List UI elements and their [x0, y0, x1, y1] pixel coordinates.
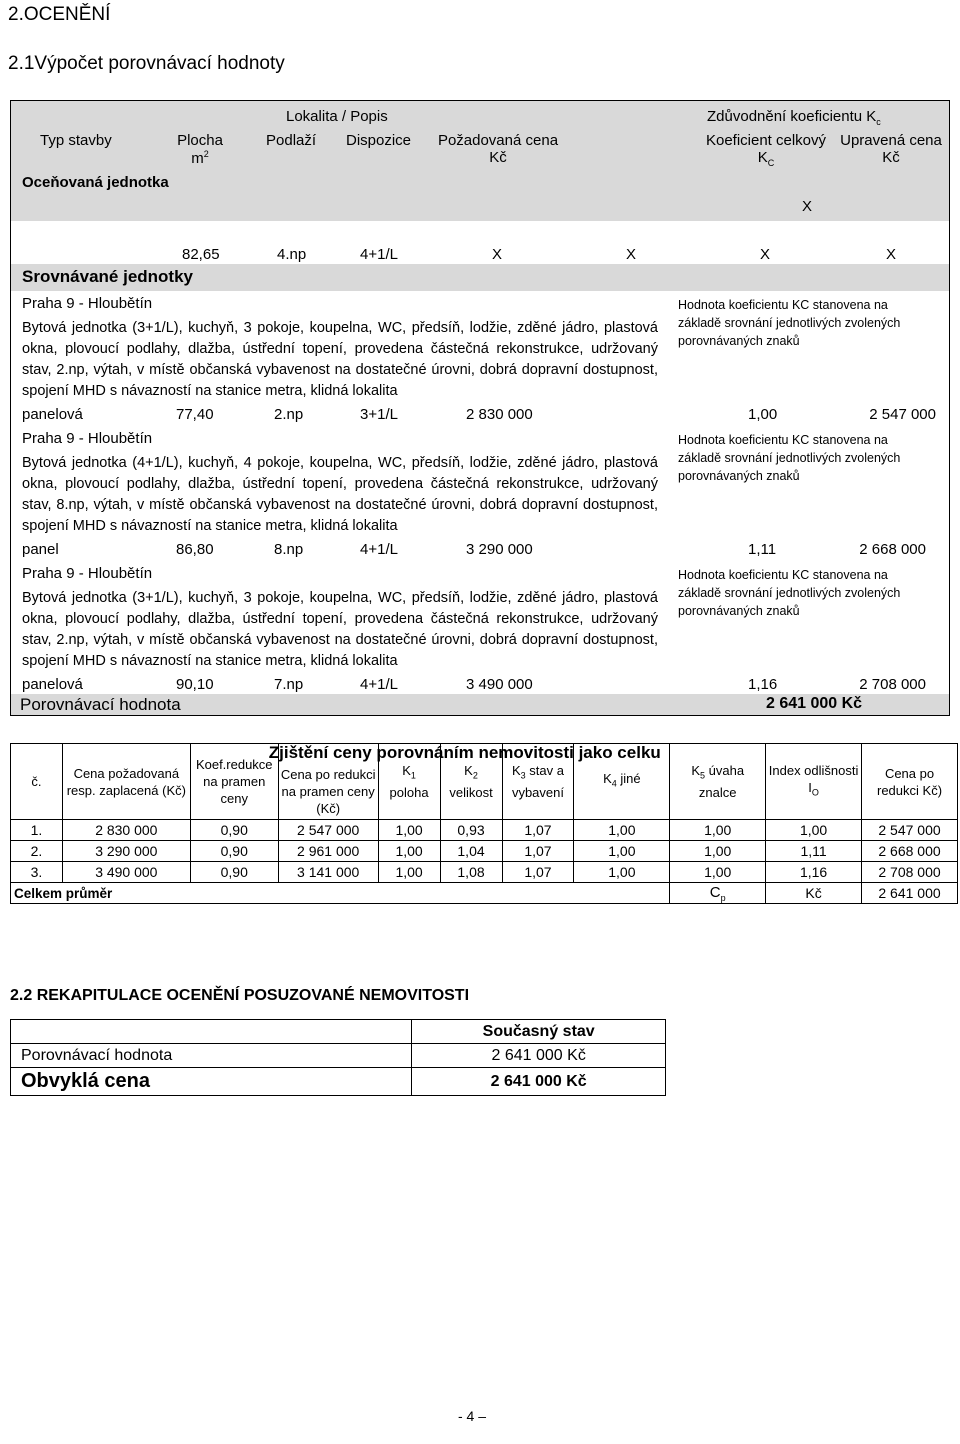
comparable-floor: 7.np	[274, 676, 304, 693]
col-cena-pozadovana: Cena požadovaná resp. zaplacená (Kč)	[62, 744, 190, 820]
comparable-price: 3 290 000	[466, 541, 533, 558]
comparable-location: Praha 9 - Hloubětín	[22, 430, 153, 447]
recap-row-label: Obvyklá cena	[11, 1068, 412, 1096]
comparable-type: panel	[22, 541, 59, 558]
result-label: Porovnávací hodnota	[20, 695, 181, 714]
col-cena-po-redukci: Zjištění ceny porovnáním nemovitosti jako celku Cena po redukci na pramen ceny (Kč)	[278, 744, 378, 820]
subject-x2: X	[626, 246, 637, 263]
total-value: 2 641 000	[862, 883, 958, 904]
header-ocenovana-jednotka: Oceňovaná jednotka	[22, 174, 169, 191]
comparable-description: Bytová jednotka (3+1/L), kuchyň, 3 pokoje, koupelna, WC, předsíň, lodžie, zděné jádro, plastová okna, plovoucí podlahy, dlažba, ústřední topení, provedena částečná rekonstrukce, udržovaný stav, 2.np, výtah, v místě občanská vybavenost na dostatečné úrovni, dobrá dopravní dostupnost, spojení MHD s návazností na stanice metra, klidná lokalita	[22, 320, 658, 399]
total-row	[11, 883, 958, 904]
comparable-location: Praha 9 - Hloubětín	[22, 295, 153, 312]
col-k2: $K_2$ velikost	[440, 744, 502, 820]
cp-label: $C_p$	[670, 883, 766, 904]
recap-title: 2.2 REKAPITULACE OCENĚNÍ POSUZOVANÉ NEMOVITOSTI	[10, 987, 470, 1004]
comparable-type: panelová	[22, 406, 83, 423]
comparable-location: Praha 9 - Hloubětín	[22, 565, 153, 582]
comparable-description: Bytová jednotka (3+1/L), kuchyň, 3 pokoje, koupelna, WC, předsíň, lodžie, zděné jádro, plastová okna, plovoucí podlahy, dlažba, ústřední topení, provedena částečná rekonstrukce, udržovaný stav, 2.np, výtah, v místě občanská vybavenost na dostatečné úrovni, dobrá dopravní dostupnost, spojení MHD s návazností na stanice metra, klidná lokalita	[22, 590, 658, 669]
recap-row-value: 2 641 000 Kč	[412, 1068, 666, 1096]
comparable-floor: 2.np	[274, 406, 304, 423]
section-title: 2.OCENĚNÍ	[8, 4, 111, 25]
header-upravena-cena: Upravená cena Kč	[840, 132, 942, 166]
subject-layout: 4+1/L	[360, 246, 398, 263]
subject-x3: X	[760, 246, 771, 263]
col-k1: $K_1$ poloha	[378, 744, 440, 820]
comparable-coef: 1,16	[748, 676, 778, 693]
comparable-note: Hodnota koeficientu KC stanovena na základě srovnání jednotlivých zvolených porovnávaných znaků	[678, 298, 901, 348]
comparable-note: Hodnota koeficientu KC stanovena na základě srovnání jednotlivých zvolených porovnávaných znaků	[678, 433, 901, 483]
header-lokalita: Lokalita / Popis	[286, 108, 388, 125]
comparable-note: Hodnota koeficientu KC stanovena na základě srovnání jednotlivých zvolených porovnávaných znaků	[678, 568, 901, 618]
header-plocha: Plocha $m^2$	[177, 132, 223, 167]
comparable-area: 86,80	[176, 541, 214, 558]
recap-row-value: 2 641 000 Kč	[412, 1044, 666, 1068]
col-cena-po: Cena po redukci Kč)	[862, 744, 958, 820]
col-k5: $K_5$ úvaha znalce	[670, 744, 766, 820]
table-row: 3. 3 490 000 0,90 3 141 000 1,00 1,08 1,07 1,00 1,00 1,16 2 708 000	[11, 862, 958, 883]
comparable-adjusted: 2 668 000	[859, 541, 926, 558]
comparable-area: 77,40	[176, 406, 214, 423]
col-k4: $K_4$ jiné	[574, 744, 670, 820]
table2-title: Zjištění ceny porovnáním nemovitosti jako celku	[268, 743, 661, 762]
comparable-area: 90,10	[176, 676, 214, 693]
comparable-price: 3 490 000	[466, 676, 533, 693]
header-typ-stavby: Typ stavby	[40, 132, 112, 149]
recap-col-header: Současný stav	[412, 1020, 666, 1044]
comparable-adjusted: 2 708 000	[859, 676, 926, 693]
col-k3: $K_3$ stav a vybavení	[502, 744, 574, 820]
comparable-coef: 1,11	[748, 541, 777, 558]
col-c: č.	[11, 744, 63, 820]
header-podlazi: Podlaží	[266, 132, 317, 149]
comparable-type: panelová	[22, 676, 83, 693]
comparable-layout: 3+1/L	[360, 406, 398, 423]
recap-table	[10, 1019, 666, 1096]
header-koeficient: Koeficient celkový $K_C$	[705, 132, 827, 168]
header-zduvodneni: Zdůvodnění koeficientu $K_c$	[707, 108, 881, 127]
comparable-description: Bytová jednotka (4+1/L), kuchyň, 4 pokoje, koupelna, WC, předsíň, lodžie, zděné jádro, plastová okna, plovoucí podlahy, dlažba, ústřední topení, provedena částečná rekonstrukce, udržovaný stav, 8.np, výtah, v místě občanská vybavenost na dostatečné úrovni, dobrá dopravní dostupnost, spojení MHD s návazností na stanice metra, klidná lokalita	[22, 455, 658, 534]
col-index: Index odlišnosti $I_O$	[766, 744, 862, 820]
header-x-mark: X	[802, 198, 813, 215]
recap-row-label: Porovnávací hodnota	[11, 1044, 412, 1068]
comparable-coef: 1,00	[748, 406, 778, 423]
subject-x4: X	[886, 246, 897, 263]
header-pozadovana-cena: Požadovaná cena Kč	[437, 132, 559, 166]
table-row: 1. 2 830 000 0,90 2 547 000 1,00 0,93 1,07 1,00 1,00 1,00 2 547 000	[11, 820, 958, 841]
comparable-adjusted: 2 547 000	[869, 406, 936, 423]
comparable-floor: 8.np	[274, 541, 304, 558]
comparable-layout: 4+1/L	[360, 541, 398, 558]
total-label: Celkem průměr	[11, 883, 574, 904]
subject-floor: 4.np	[277, 246, 307, 263]
result-value: 2 641 000 Kč	[766, 695, 863, 712]
page-number: - 4 –	[458, 1408, 487, 1424]
kc-label: Kč	[766, 883, 862, 904]
subject-area: 82,65	[182, 246, 220, 263]
subject-x1: X	[492, 246, 503, 263]
comparables-heading: Srovnávané jednotky	[22, 267, 194, 286]
table-row: 2. 3 290 000 0,90 2 961 000 1,00 1,04 1,07 1,00 1,00 1,11 2 668 000	[11, 841, 958, 862]
col-koef-redukce: Koef.redukce na pramen ceny	[190, 744, 278, 820]
reduction-table	[10, 743, 958, 904]
subsection-title: 2.1Výpočet porovnávací hodnoty	[8, 53, 285, 74]
comparable-layout: 4+1/L	[360, 676, 398, 693]
header-dispozice: Dispozice	[346, 132, 412, 149]
comparable-price: 2 830 000	[466, 406, 533, 423]
